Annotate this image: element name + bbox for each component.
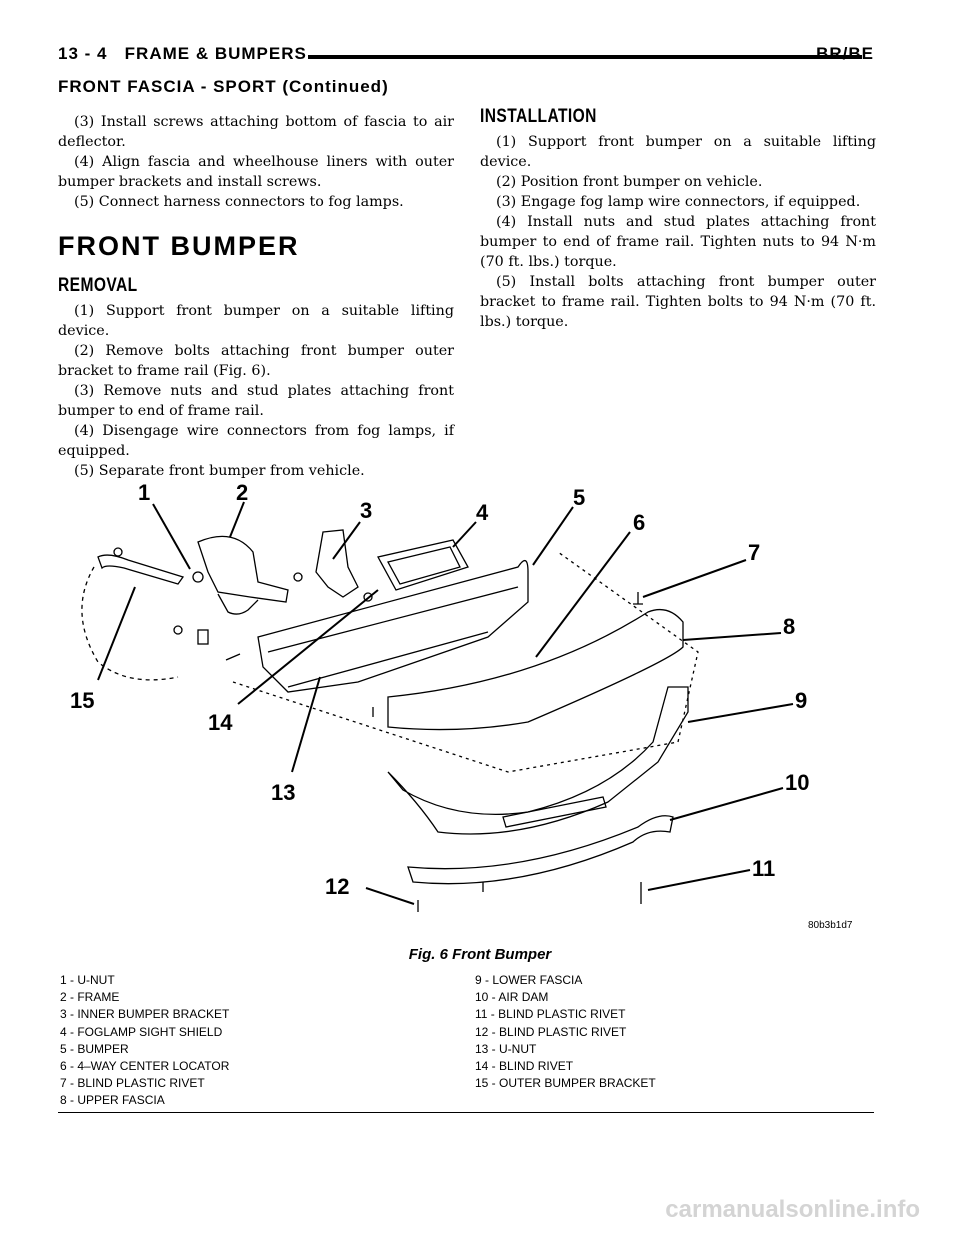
page-number: 13 - 4 (58, 44, 108, 63)
removal-step: (5) Separate front bumper from vehicle. (74, 463, 365, 479)
legend-item: 2 - FRAME (60, 990, 120, 1005)
foglamp-sight-shield (378, 540, 468, 590)
legend-item: 12 - BLIND PLASTIC RIVET (475, 1024, 627, 1039)
callout-label: 13 (271, 780, 296, 805)
page-header-title (58, 44, 307, 64)
lower-fascia (388, 687, 688, 834)
removal-step: (4) Disengage wire connectors from fog lamps, if equipped. (58, 423, 454, 459)
callout-label: 10 (785, 770, 810, 795)
figure-code: 80b3b1d7 (808, 920, 853, 931)
callout-3 (333, 498, 372, 559)
model-code: BR/BE (816, 44, 874, 63)
header-rule (308, 55, 862, 59)
installation-step: (2) Position front bumper on vehicle. (496, 174, 763, 190)
legend-item: 15 - OUTER BUMPER BRACKET (475, 1076, 656, 1091)
inner-bumper-bracket (316, 530, 358, 597)
callout-label: 6 (633, 510, 646, 535)
callout-13 (271, 677, 320, 805)
section-title: FRONT BUMPER (58, 231, 300, 261)
callout-8 (683, 614, 795, 640)
installation-step: (3) Engage fog lamp wire connectors, if equipped. (496, 194, 861, 210)
continued-title: FRONT FASCIA - SPORT (Continued) (58, 77, 389, 96)
legend-item: 9 - LOWER FASCIA (475, 973, 583, 987)
installation-step: (4) Install nuts and stud plates attaching front bumper to end of frame rail. Tighten nuts to 94 N·m (70 ft. lbs.) torque. (480, 214, 876, 270)
legend-item: 1 - U-NUT (60, 973, 115, 987)
legend-item: 11 - BLIND PLASTIC RIVET (475, 1007, 626, 1022)
installation-step: (5) Install bolts attaching front bumper outer bracket to frame rail. Tighten bolts to 94 N·m (70 ft. lbs.) torque. (480, 274, 876, 330)
callout-14 (208, 590, 378, 735)
callout-label: 2 (236, 480, 249, 505)
callout-1 (138, 480, 190, 569)
installation-step: (1) Support front bumper on a suitable lifting device. (480, 134, 876, 170)
callout-10 (670, 770, 809, 820)
callout-label: 15 (70, 688, 95, 713)
frame-rail (198, 536, 288, 602)
callout-5 (533, 485, 585, 565)
legend-item: 14 - BLIND RIVET (475, 1059, 574, 1074)
callout-label: 4 (476, 500, 489, 525)
footer-watermark: carmanualsonline.info (665, 1196, 920, 1223)
removal-step: (2) Remove bolts attaching front bumper outer bracket to frame rail (Fig. 6). (58, 343, 454, 379)
legend-item: 10 - AIR DAM (475, 990, 549, 1005)
legend-item: 5 - BUMPER (60, 1041, 129, 1056)
callout-label: 12 (325, 874, 350, 899)
section-name: FRAME & BUMPERS (124, 44, 307, 63)
callout-2 (230, 480, 248, 537)
removal-step: (1) Support front bumper on a suitable lifting device. (58, 303, 454, 339)
callout-label: 5 (573, 485, 586, 510)
callout-12 (325, 874, 414, 904)
callout-label: 8 (783, 614, 796, 639)
outer-bumper-bracket (98, 555, 183, 584)
paragraph: (4) Align fascia and wheelhouse liners with outer bumper brackets and install screws. (58, 154, 454, 190)
right-column (480, 106, 876, 332)
installation-title: INSTALLATION (480, 106, 597, 127)
callout-label: 7 (748, 540, 761, 565)
callout-label: 9 (795, 688, 808, 713)
callout-4 (453, 500, 489, 547)
callout-label: 14 (208, 710, 233, 735)
callout-label: 11 (752, 856, 776, 881)
callout-6 (536, 510, 645, 657)
callout-label: 3 (360, 498, 373, 523)
callout-7 (643, 540, 760, 597)
left-column (58, 112, 454, 481)
fasteners (114, 548, 643, 912)
legend-item: 3 - INNER BUMPER BRACKET (60, 1007, 230, 1022)
callout-15 (70, 587, 135, 713)
legend-right-column (475, 972, 656, 1092)
removal-title: REMOVAL (58, 275, 138, 296)
callout-9 (688, 688, 807, 722)
callout-11 (648, 856, 775, 890)
legend-item: 6 - 4–WAY CENTER LOCATOR (60, 1059, 230, 1074)
legend-item: 13 - U-NUT (475, 1041, 537, 1056)
upper-fascia (388, 610, 683, 730)
legend-item: 4 - FOGLAMP SIGHT SHIELD (60, 1024, 223, 1039)
bumper-bar (258, 561, 528, 692)
paragraph: (5) Connect harness connectors to fog lamps. (74, 194, 404, 210)
legend-rule (58, 1112, 874, 1113)
legend-item: 8 - UPPER FASCIA (60, 1093, 165, 1108)
removal-step: (3) Remove nuts and stud plates attaching front bumper to end of frame rail. (58, 383, 454, 419)
legend-left-column (60, 972, 229, 1110)
legend-item: 7 - BLIND PLASTIC RIVET (60, 1076, 205, 1091)
paragraph: (3) Install screws attaching bottom of fascia to air deflector. (58, 114, 454, 150)
front-bumper-diagram (58, 472, 888, 942)
callout-label: 1 (138, 480, 151, 505)
figure-caption: Fig. 6 Front Bumper (408, 946, 552, 963)
